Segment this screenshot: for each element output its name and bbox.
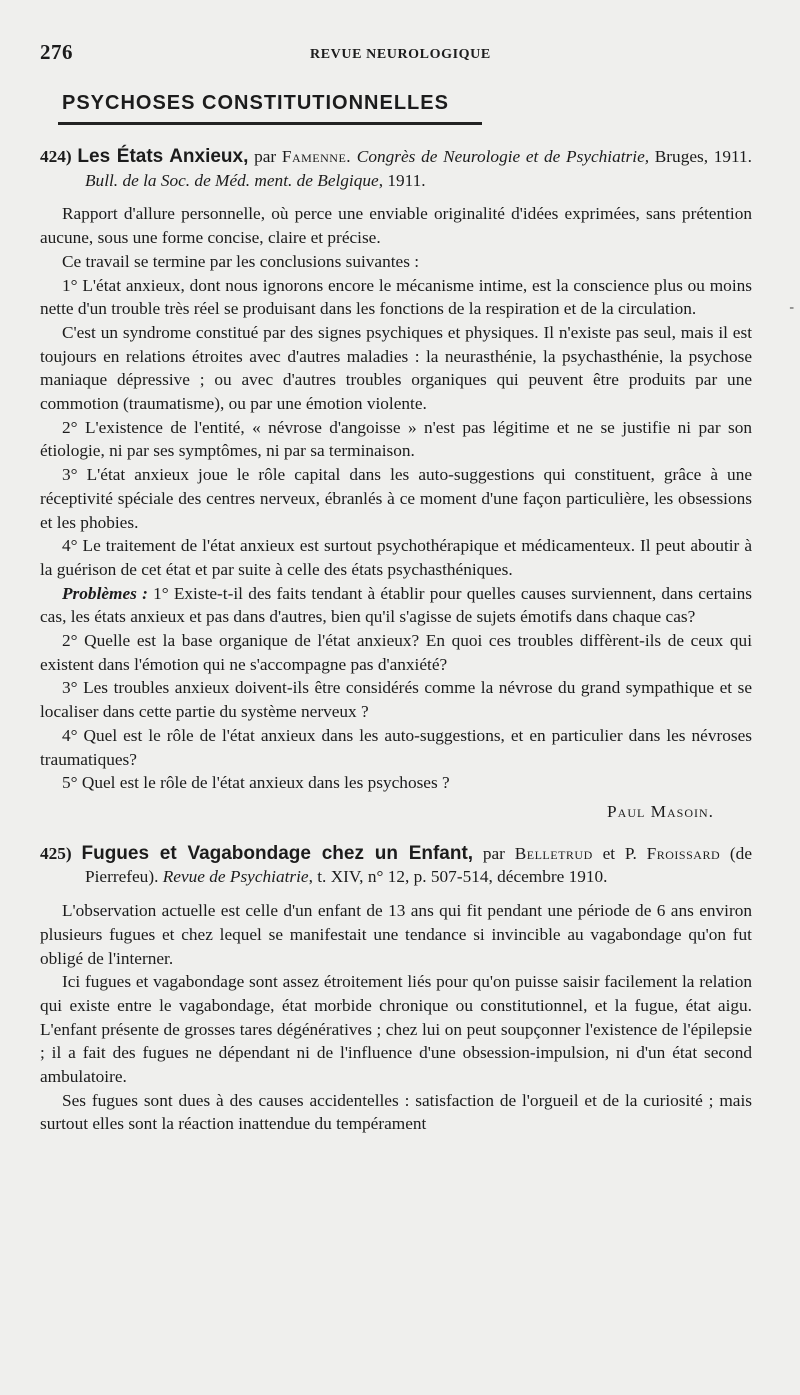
- paragraph: 3° Les troubles anxieux doivent-ils être considérés comme la névrose du grand sympathique et se localiser dans cette partie du système nerveux ?: [40, 678, 752, 722]
- paragraph: Ce travail se termine par les conclusions suivantes :: [62, 251, 420, 271]
- paragraph: Rapport d'allure personnelle, où perce une enviable originalité d'idées exprimées, sans prétention aucune, sous une forme concise, claire et précise.: [40, 204, 752, 248]
- article-source-details: , t. XIV, n° 12, p. 507-514, décembre 1910.: [308, 867, 608, 887]
- article-place: (de Pierrefeu).: [85, 843, 752, 887]
- problems-text: 1° Existe-t-il des faits tendant à établir pour quelles causes surviennent, dans certains cas, les états anxieux et pas dans d'autres, bien qu'il s'agisse de sujets émotifs dans chaque cas?: [40, 583, 752, 627]
- article-par: par: [248, 147, 282, 166]
- article-author: Belletrud: [514, 843, 593, 863]
- article-source: Congrès de Neurologie et de Psychiatrie,: [351, 147, 650, 166]
- article-bulletin: Bull. de la Soc. de Méd. ment. de Belgique: [85, 170, 379, 190]
- article-et: et P.: [592, 843, 647, 863]
- problems-label: Problèmes :: [62, 583, 148, 603]
- article-source-place: Bruges, 1911.: [649, 147, 752, 166]
- margin-mark: -: [789, 300, 794, 315]
- section-rule: [58, 122, 482, 125]
- section-title: PSYCHOSES CONSTITUTIONNELLES: [62, 92, 449, 114]
- article-title: Les États Anxieux,: [77, 146, 249, 167]
- article-425-heading: [40, 842, 752, 889]
- paragraph: 5° Quel est le rôle de l'état anxieux dans les psychoses ?: [62, 773, 450, 793]
- paragraph: [40, 582, 752, 629]
- paragraph: L'observation actuelle est celle d'un enfant de 13 ans qui fit pendant une période de 6 ans environ plusieurs fugues et chez lequel se manifestait une tendance si invincible au vagabondage qu'on fut obligé de l'interner.: [40, 901, 752, 968]
- article-body: [40, 145, 752, 1136]
- paragraph: 1° L'état anxieux, dont nous ignorons encore le mécanisme intime, est la conscience plus ou moins nette d'un trouble très réel se produisant dans les fonctions de la respiration et de la circulation.: [40, 275, 752, 319]
- paragraph: C'est un syndrome constitué par des signes psychiques et physiques. Il n'existe pas seul, mais il est toujours en relations étroites avec d'autres maladies : la neurasthénie, la psychasthénie, la psychose maniaque dépressive ; ou avec d'autres troubles organiques qui peuvent être produits par une commotion (traumatisme), ou par une émotion violente.: [40, 322, 752, 414]
- article-author: Famenne.: [281, 147, 352, 166]
- page-number: 276: [40, 40, 73, 64]
- article-424-heading: [40, 145, 752, 192]
- paragraph: Ici fugues et vagabondage sont assez étroitement liés pour qu'on puisse saisir facilement la relation qui existe entre le vagabondage, état morbide chronique ou constitutionnel, et la fugue, état aigu. L'enfant présente de grosses tares dégénératives ; chez lui on peut soupçonner l'existence de l'épilepsie ; il a fait des fugues ne dépendant ni de l'influence d'une obsession-impulsion, ni d'un état second ambulatoire.: [40, 972, 752, 1087]
- article-source: Revue de Psychiatrie: [162, 867, 309, 887]
- article-bulletin-year: , 1911.: [378, 170, 426, 190]
- article-title: Fugues et Vagabondage chez un Enfant,: [81, 842, 474, 864]
- paragraph: Ses fugues sont dues à des causes accidentelles : satisfaction de l'orgueil et de la curiosité ; mais surtout elles sont la réaction inattendue du tempérament: [40, 1090, 752, 1134]
- running-header: REVUE NEUROLOGIQUE: [310, 47, 491, 62]
- article-number: 424): [40, 147, 72, 166]
- reviewer-signature: Paul Masoin.: [607, 801, 714, 821]
- article-author: Froissard: [646, 843, 721, 863]
- article-number: 425): [40, 843, 72, 863]
- paragraph: 2° Quelle est la base organique de l'état anxieux? En quoi ces troubles diffèrent-ils de ceux qui existent dans l'émotion qui ne s'accompagne pas d'anxiété?: [40, 631, 752, 674]
- paragraph: 4° Quel est le rôle de l'état anxieux dans les auto-suggestions, et en particulier dans les névroses traumatiques?: [40, 725, 752, 769]
- paragraph: 3° L'état anxieux joue le rôle capital dans les auto-suggestions qui constituent, grâce à une réceptivité spéciale des centres nerveux, ébranlés à ce moment d'une façon particulière, les obsessions et les phobies.: [40, 465, 752, 532]
- article-par: par: [473, 843, 515, 863]
- paragraph: 2° L'existence de l'entité, « névrose d'angoisse » n'est pas légitime et ne se justifie ni par son étiologie, ni par ses symptômes, ni par sa terminaison.: [40, 417, 752, 461]
- paragraph: 4° Le traitement de l'état anxieux est surtout psychothérapique et médicamenteux. Il peut aboutir à la guérison de cet état et par suite à celle des états psychasthéniques.: [40, 536, 752, 579]
